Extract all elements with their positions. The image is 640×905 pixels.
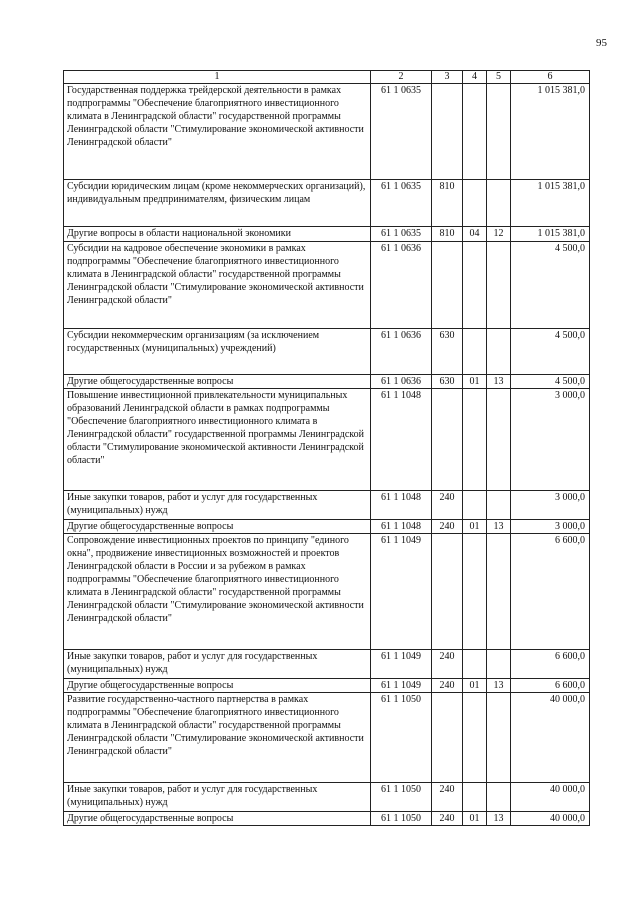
item-name: Иные закупки товаров, работ и услуг для государственных (муниципальных) нужд [64, 650, 371, 679]
subsection [487, 329, 511, 375]
target-code: 61 1 0635 [371, 227, 432, 242]
section: 01 [463, 520, 487, 534]
table-row [64, 534, 590, 650]
section: 01 [463, 679, 487, 693]
amount: 1 015 381,0 [511, 84, 590, 180]
expense-type: 630 [432, 375, 463, 389]
amount: 3 000,0 [511, 491, 590, 520]
section: 01 [463, 375, 487, 389]
item-name: Субсидии некоммерческим организациям (за исключением государственных (муниципальных) учреждений) [64, 329, 371, 375]
section [463, 180, 487, 227]
target-code: 61 1 1048 [371, 389, 432, 491]
table-row [64, 650, 590, 679]
section [463, 84, 487, 180]
target-code: 61 1 0635 [371, 180, 432, 227]
amount: 1 015 381,0 [511, 180, 590, 227]
subsection: 13 [487, 375, 511, 389]
table-row [64, 693, 590, 783]
expense-type [432, 84, 463, 180]
amount: 40 000,0 [511, 783, 590, 812]
table-row [64, 520, 590, 534]
section [463, 242, 487, 329]
subsection [487, 180, 511, 227]
target-code: 61 1 1049 [371, 534, 432, 650]
target-code: 61 1 1049 [371, 650, 432, 679]
target-code: 61 1 1050 [371, 693, 432, 783]
subsection [487, 534, 511, 650]
section [463, 329, 487, 375]
subsection [487, 491, 511, 520]
table-row [64, 84, 590, 180]
section [463, 650, 487, 679]
item-name: Развитие государственно-частного партнерства в рамках подпрограммы "Обеспечение благоприятного инвестиционного климата в Ленинградской области" государственной программы Ленинградской области "Стимулирование экономической активности Ленинградской области" [64, 693, 371, 783]
item-name: Иные закупки товаров, работ и услуг для государственных (муниципальных) нужд [64, 491, 371, 520]
table-row [64, 242, 590, 329]
amount: 1 015 381,0 [511, 227, 590, 242]
header-cell: 1 [64, 71, 371, 84]
amount: 6 600,0 [511, 679, 590, 693]
table-row [64, 375, 590, 389]
amount: 6 600,0 [511, 534, 590, 650]
table-row [64, 491, 590, 520]
section [463, 491, 487, 520]
amount: 3 000,0 [511, 389, 590, 491]
section [463, 693, 487, 783]
expense-type [432, 534, 463, 650]
table-row [64, 227, 590, 242]
target-code: 61 1 0636 [371, 329, 432, 375]
target-code: 61 1 0636 [371, 242, 432, 329]
item-name: Другие общегосударственные вопросы [64, 375, 371, 389]
budget-table [63, 70, 590, 826]
item-name: Повышение инвестиционной привлекательности муниципальных образований Ленинградской области в рамках подпрограммы "Обеспечение благоприятного инвестиционного климата в Ленинградской области" государственной программы Ленинградской области "Стимулирование экономической активности Ленинградской области" [64, 389, 371, 491]
subsection [487, 84, 511, 180]
item-name: Субсидии на кадровое обеспечение экономики в рамках подпрограммы "Обеспечение благоприятного инвестиционного климата в Ленинградской области" государственной программы Ленинградской области "Стимулирование экономической активности Ленинградской области" [64, 242, 371, 329]
table-row [64, 389, 590, 491]
amount: 6 600,0 [511, 650, 590, 679]
header-cell: 3 [432, 71, 463, 84]
subsection [487, 242, 511, 329]
item-name: Другие общегосударственные вопросы [64, 679, 371, 693]
header-cell: 6 [511, 71, 590, 84]
target-code: 61 1 1048 [371, 491, 432, 520]
table-header-row [64, 71, 590, 84]
subsection [487, 389, 511, 491]
amount: 3 000,0 [511, 520, 590, 534]
subsection [487, 650, 511, 679]
expense-type [432, 242, 463, 329]
item-name: Государственная поддержка трейдерской деятельности в рамках подпрограммы "Обеспечение благоприятного инвестиционного климата в Ленинградской области" государственной программы Ленинградской области "Стимулирование экономической активности Ленинградской области" [64, 84, 371, 180]
target-code: 61 1 1048 [371, 520, 432, 534]
table-row [64, 783, 590, 812]
item-name: Другие вопросы в области национальной экономики [64, 227, 371, 242]
item-name: Другие общегосударственные вопросы [64, 812, 371, 826]
item-name: Субсидии юридическим лицам (кроме некоммерческих организаций), индивидуальным предпринимателям, физическим лицам [64, 180, 371, 227]
section [463, 389, 487, 491]
expense-type: 240 [432, 520, 463, 534]
expense-type: 240 [432, 812, 463, 826]
section: 04 [463, 227, 487, 242]
subsection [487, 693, 511, 783]
amount: 40 000,0 [511, 812, 590, 826]
item-name: Сопровождение инвестиционных проектов по принципу "единого окна", продвижение инвестиционных возможностей и проектов Ленинградской области в России и за рубежом в рамках подпрограммы "Обеспечение благоприятного инвестиционного климата в Ленинградской области" государственной программы Ленинградской области "Стимулирование экономической активности Ленинградской области" [64, 534, 371, 650]
subsection: 13 [487, 520, 511, 534]
expense-type [432, 693, 463, 783]
expense-type: 240 [432, 650, 463, 679]
amount: 4 500,0 [511, 242, 590, 329]
page-number: 95 [596, 37, 607, 49]
target-code: 61 1 1050 [371, 783, 432, 812]
header-cell: 2 [371, 71, 432, 84]
expense-type: 240 [432, 783, 463, 812]
expense-type [432, 389, 463, 491]
expense-type: 810 [432, 227, 463, 242]
subsection: 13 [487, 812, 511, 826]
expense-type: 240 [432, 491, 463, 520]
amount: 40 000,0 [511, 693, 590, 783]
target-code: 61 1 1050 [371, 812, 432, 826]
item-name: Другие общегосударственные вопросы [64, 520, 371, 534]
table-row [64, 180, 590, 227]
subsection: 12 [487, 227, 511, 242]
section: 01 [463, 812, 487, 826]
subsection: 13 [487, 679, 511, 693]
expense-type: 240 [432, 679, 463, 693]
item-name: Иные закупки товаров, работ и услуг для государственных (муниципальных) нужд [64, 783, 371, 812]
table-row [64, 329, 590, 375]
target-code: 61 1 0635 [371, 84, 432, 180]
table-row [64, 812, 590, 826]
header-cell: 5 [487, 71, 511, 84]
section [463, 783, 487, 812]
amount: 4 500,0 [511, 375, 590, 389]
expense-type: 810 [432, 180, 463, 227]
subsection [487, 783, 511, 812]
expense-type: 630 [432, 329, 463, 375]
table-row [64, 679, 590, 693]
amount: 4 500,0 [511, 329, 590, 375]
section [463, 534, 487, 650]
target-code: 61 1 1049 [371, 679, 432, 693]
header-cell: 4 [463, 71, 487, 84]
target-code: 61 1 0636 [371, 375, 432, 389]
